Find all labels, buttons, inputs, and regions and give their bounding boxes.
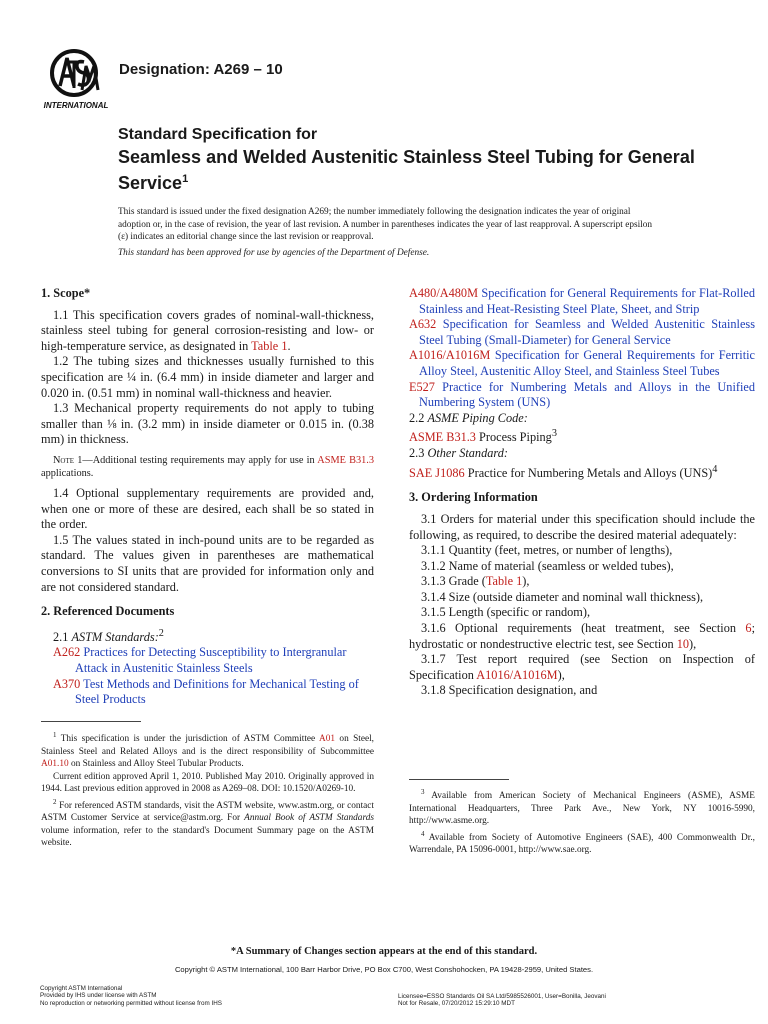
section-2-1: 2.1 ASTM Standards:$^2$ bbox=[53, 627, 164, 644]
logo-subtitle: INTERNATIONAL bbox=[43, 101, 109, 110]
footnote-1-edition: Current edition approved April 1, 2010. Published May 2010. Originally approved in 1944. Last previous edition approved in 2008 as A269–08. DOI: 10.1520/A0269-10. bbox=[41, 771, 374, 795]
section-3-1-4: 3.1.4 Size (outside diameter and nominal wall thickness), bbox=[421, 589, 704, 604]
scope-heading: 1. Scope* bbox=[41, 286, 91, 300]
section-3-1: 3.1 Orders for material under this specification should include the following, as required, to describe the desired material adequately: bbox=[409, 511, 755, 542]
footnote-4: $^4$ Available from Society of Automotive Engineers (SAE), 400 Commonwealth Dr., Warrendale, PA 15096-0001, http://www.sae.org. bbox=[409, 829, 755, 856]
section-3-1-6: 3.1.6 Optional requirements (heat treatment, see Section 6; hydrostatic or nondestructive electric test, see Section 10), bbox=[409, 621, 755, 651]
title-prefix: Standard Specification for bbox=[118, 126, 318, 143]
section-3-1-8: 3.1.8 Specification designation, and bbox=[421, 683, 598, 698]
section-1-2: 1.2 The tubing sizes and thicknesses usually furnished to this specification are ¼ in. (6.4 mm) in inside diameter and larger and 0.020 in. (0.51 mm) in nominal wall-thickness and heavier. bbox=[41, 354, 374, 400]
e527-title-link[interactable]: Practice for Numbering Metals and Alloys in the Unified Numbering System (UNS) bbox=[419, 379, 755, 410]
a632-link[interactable]: A632 bbox=[409, 317, 437, 332]
section-10-link[interactable]: 10 bbox=[676, 636, 690, 651]
page-title: Seamless and Welded Austenitic Stainless Steel Tubing for General Service$^1$ bbox=[118, 147, 695, 193]
license-right: Licensee=ESSO Standards Oil SA Ltd/5985526001, User=Bonilla, Jeovani Not for Resale, 07/20/2012 15:29:10 MDT bbox=[398, 993, 606, 1008]
a370-title-link[interactable]: Test Methods and Definitions for Mechanical Testing of Steel Products bbox=[75, 676, 359, 707]
ref-e527 bbox=[409, 380, 755, 411]
section-1-1: 1.1 This specification covers grades of nominal-wall-thickness, stainless steel tubing for general corrosion-resisting and low- or high-temperature service, as designated in Table 1. bbox=[41, 307, 374, 353]
issue-note: This standard is issued under the fixed designation A269; the number immediately following the designation indicates the year of original adoption or, in the case of revision, the year of last revision. A number in parentheses indicates the year of last reapproval. A superscript epsilon (ε) indicates an editorial change since the last revision or reapproval. bbox=[118, 207, 653, 242]
a1016-link[interactable]: A1016/A1016M bbox=[476, 667, 558, 682]
a370-link[interactable]: A370 bbox=[53, 676, 81, 691]
a01-10-link[interactable]: A01.10 bbox=[41, 759, 69, 770]
a262-link[interactable]: A262 bbox=[53, 645, 81, 660]
footnote-3: $^3$ Available from American Society of Mechanical Engineers (ASME), ASME International Headquarters, Three Park Ave., New York, NY 10016-5990, http://www.asme.org. bbox=[409, 788, 755, 827]
footnotes-right bbox=[409, 786, 755, 857]
a480-link[interactable]: A480/A480M bbox=[409, 286, 479, 300]
sae-link[interactable]: SAE J1086 bbox=[409, 465, 465, 480]
footnote-2: $^2$ For referenced ASTM standards, visit the ASTM website, www.astm.org, or contact ASTM Customer Service at service@astm.org. For Annual Book of ASTM Standards volume information, refer to the standard's Document Summary page on the ASTM website. bbox=[41, 797, 374, 849]
ref-a632 bbox=[409, 317, 755, 348]
a262-title-link[interactable]: Practices for Detecting Susceptibility to Intergranular Attack in Austenitic Stainless Steels bbox=[75, 645, 347, 675]
section-3-1-3: 3.1.3 Grade (Table 1), bbox=[421, 574, 530, 589]
table-1-link[interactable]: Table 1 bbox=[251, 338, 288, 353]
copyright-line: Copyright © ASTM International, 100 Barr Harbor Drive, PO Box C700, West Conshohocken, PA 19428-2959, United States. bbox=[174, 965, 594, 974]
section-3-1-2: 3.1.2 Name of material (seamless or welded tubes), bbox=[421, 558, 674, 573]
a1016-title-link[interactable]: Specification for General Requirements for Ferritic Alloy Steel, Austenitic Alloy Steel, and Stainless Steel Tubes bbox=[419, 348, 755, 378]
section-6-link[interactable]: 6 bbox=[745, 621, 752, 636]
section-2-2: 2.2 ASME Piping Code: bbox=[409, 410, 528, 425]
designation: Designation: A269 – 10 bbox=[119, 61, 283, 78]
asme-b31-3-link[interactable]: ASME B31.3 bbox=[317, 454, 374, 466]
ordering-heading: 3. Ordering Information bbox=[409, 490, 538, 505]
section-1-5: 1.5 The values stated in inch-pound units are to be regarded as standard. The values given in parentheses are mathematical conversions to SI units that are provided for information only and are not considered standard. bbox=[41, 532, 374, 594]
footnotes-left bbox=[41, 729, 374, 850]
a01-link[interactable]: A01 bbox=[319, 734, 336, 745]
a632-title-link[interactable]: Specification for Seamless and Welded Austenitic Stainless Steel Tubing (Small-Diameter) for General Service bbox=[419, 317, 755, 347]
approval-note: This standard has been approved for use by agencies of the Department of Defense. bbox=[118, 248, 430, 258]
table-1-link[interactable]: Table 1 bbox=[485, 574, 523, 589]
ref-a1016 bbox=[409, 348, 755, 379]
a1016-link[interactable]: A1016/A1016M bbox=[409, 348, 491, 363]
astm-logo bbox=[40, 48, 112, 110]
section-1-3: 1.3 Mechanical property requirements do not apply to tubing smaller than ⅛ in. (3.2 mm) in inside diameter or 0.015 in. (0.38 mm) in thickness. bbox=[41, 401, 374, 447]
section-1-4: 1.4 Optional supplementary requirements are provided and, when one or more of these are desired, each shall be so stated in the order. bbox=[41, 485, 374, 532]
asme-link[interactable]: ASME B31.3 bbox=[409, 430, 476, 445]
ref-a262 bbox=[41, 645, 374, 676]
section-2-3: 2.3 Other Standard: bbox=[409, 446, 508, 461]
summary-of-changes-note: *A Summary of Changes section appears at the end of this standard. bbox=[230, 946, 538, 957]
title-footnote-ref[interactable]: 1 bbox=[182, 173, 189, 185]
footnote-divider bbox=[41, 721, 141, 722]
ref-asme: ASME B31.3 Process Piping$^3$ bbox=[409, 428, 557, 445]
license-left: Copyright ASTM International Provided by IHS under license with ASTM No reproduction or networking permitted without license from IHS bbox=[40, 985, 222, 1007]
footnote-1: $^1$ This specification is under the jurisdiction of ASTM Committee A01 on Steel, Stainless Steel and Related Alloys and is the direct responsibility of Subcommittee A01.10 on Stainless and Alloy Steel Tubular Products. bbox=[41, 731, 375, 770]
section-3-1-7: 3.1.7 Test report required (see Section on Inspection of Specification A1016/A1016M), bbox=[409, 652, 755, 682]
ref-a480 bbox=[409, 286, 755, 317]
ref-a370 bbox=[41, 677, 374, 708]
section-3-1-5: 3.1.5 Length (specific or random), bbox=[421, 605, 591, 620]
ref-sae: SAE J1086 Practice for Numbering Metals and Alloys (UNS)$^4$ bbox=[409, 463, 718, 480]
right-column bbox=[409, 286, 755, 699]
left-column bbox=[41, 286, 374, 708]
e527-link[interactable]: E527 bbox=[409, 379, 435, 394]
note-1: Note 1—Additional testing requirements may apply for use in ASME B31.3 applications. bbox=[41, 454, 374, 479]
a480-title-link[interactable]: Specification for General Requirements for Flat-Rolled Stainless and Heat-Resisting Steel Plate, Sheet, and Strip bbox=[419, 286, 755, 316]
footnote-divider bbox=[409, 779, 509, 780]
referenced-documents-heading: 2. Referenced Documents bbox=[41, 604, 175, 619]
section-3-1-1: 3.1.1 Quantity (feet, metres, or number of lengths), bbox=[421, 543, 673, 558]
